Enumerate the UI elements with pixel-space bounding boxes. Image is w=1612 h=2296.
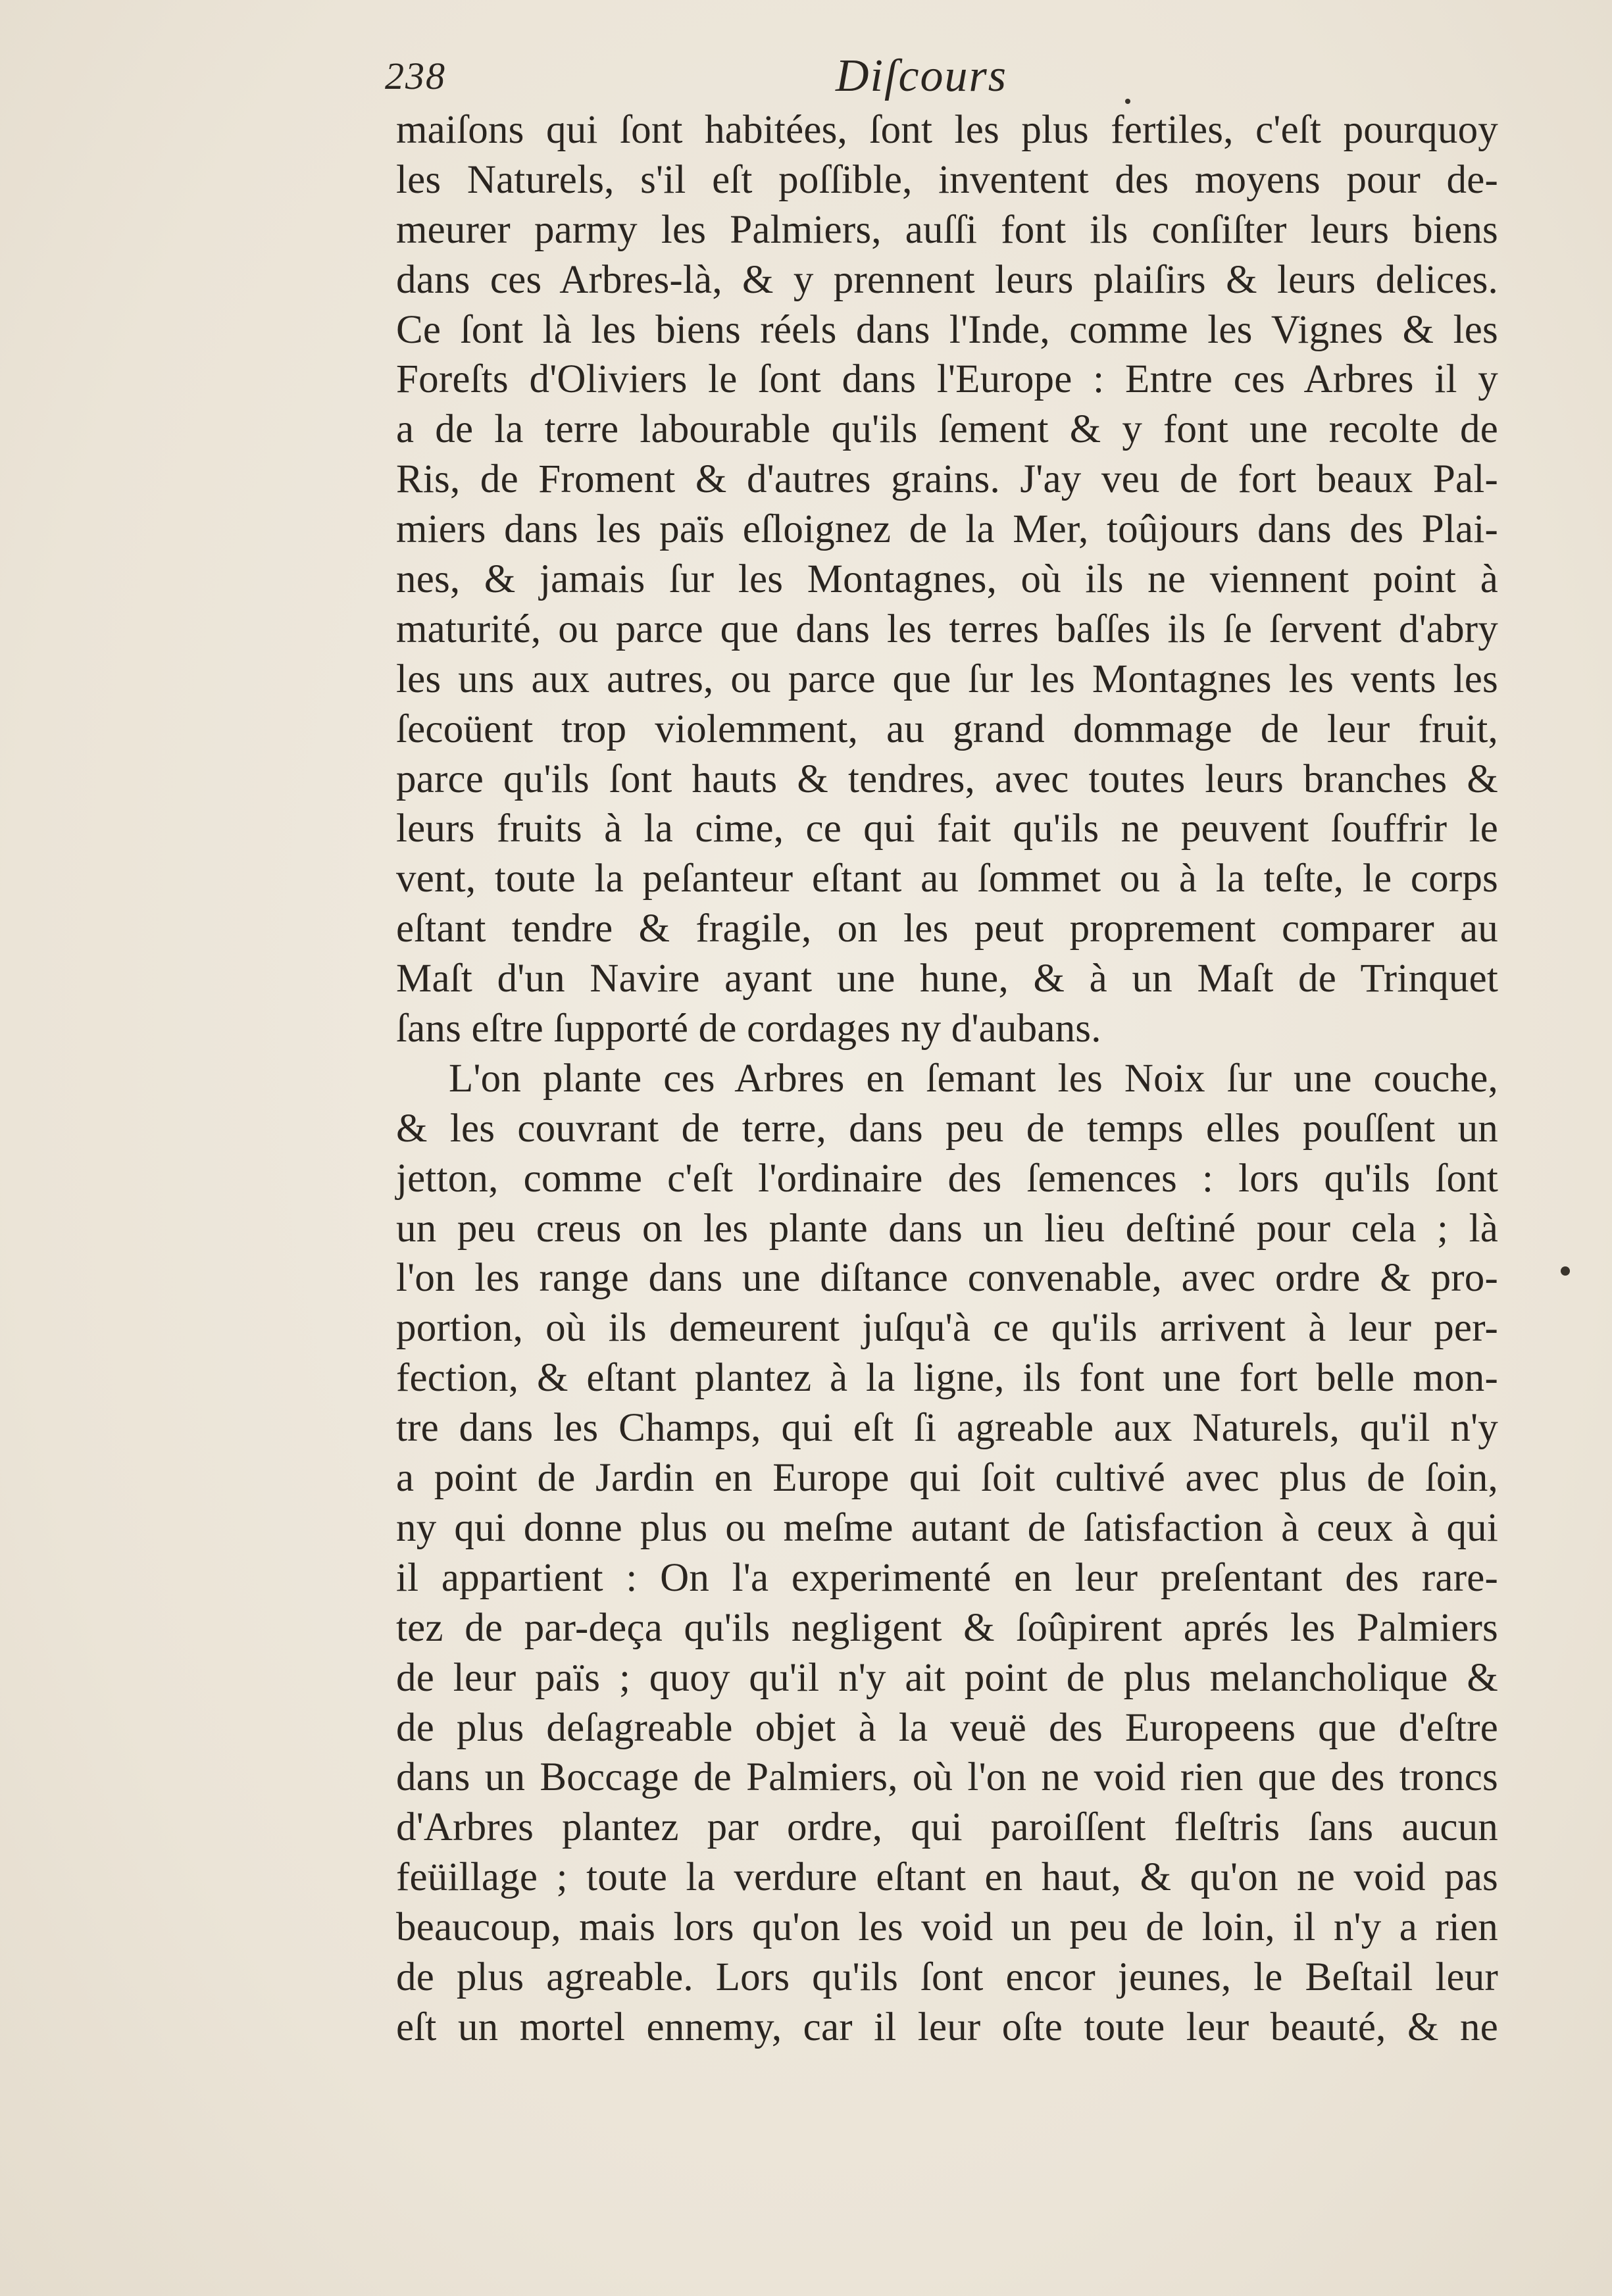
text-line: a de la terre labourable qu'ils ſement & y font une recolte de — [396, 407, 1498, 452]
paragraph-1 — [396, 105, 1498, 1054]
text-line: ny qui donne plus ou meſme autant de ſatisfaction à ceux à qui — [396, 1505, 1498, 1550]
text-line: meurer parmy les Palmiers, auſſi font ils conſiſter leurs biens — [396, 207, 1498, 252]
text-line: maturité, ou parce que dans les terres baſſes ils ſe ſervent d'abry — [396, 607, 1498, 651]
text-line: Ris, de Froment & d'autres grains. J'ay veu de fort beaux Pal- — [396, 457, 1498, 502]
text-line: de leur païs ; quoy qu'il n'y ait point de plus melancholique & — [396, 1655, 1498, 1700]
page-number: 238 — [385, 55, 446, 97]
text-line: ſans eſtre ſupporté de cordages ny d'aubans. — [396, 1007, 1101, 1051]
text-line: beaucoup, mais lors qu'on les void un peu de loin, il n'y a rien — [396, 1905, 1498, 1950]
text-line: les uns aux autres, ou parce que ſur les Montagnes les vents les — [396, 657, 1498, 701]
text-line: d'Arbres plantez par ordre, qui paroiſſent fleſtris ſans aucun — [396, 1805, 1498, 1850]
text-line: vent, toute la peſanteur eſtant au ſommet ou à la teſte, le corps — [396, 857, 1498, 901]
text-line: fection, & eſtant plantez à la ligne, ils font une fort belle mon- — [396, 1356, 1498, 1401]
text-line: L'on plante ces Arbres en ſemant les Noix ſur une couche, — [449, 1056, 1498, 1101]
page-header — [385, 51, 1503, 107]
text-line: il appartient : On l'a experimenté en leur preſentant des rare- — [396, 1555, 1498, 1600]
text-line: de plus deſagreable objet à la veuë des Europeens que d'eſtre — [396, 1705, 1498, 1750]
text-line: maiſons qui ſont habitées, ſont les plus fertiles, c'eſt pourquoy — [396, 108, 1498, 152]
text-line: a point de Jardin en Europe qui ſoit cultivé avec plus de ſoin, — [396, 1456, 1498, 1501]
text-line: miers dans les païs eſloignez de la Mer, toûjours dans des Plai- — [396, 507, 1498, 552]
ink-spot — [1561, 1266, 1570, 1276]
text-line: ſecoüent trop violemment, au grand dommage de leur fruit, — [396, 707, 1498, 751]
text-line: parce qu'ils ſont hauts & tendres, avec toutes leurs branches & — [396, 757, 1498, 801]
text-line: Ce ſont là les biens réels dans l'Inde, comme les Vignes & les — [396, 307, 1498, 352]
text-line: dans un Boccage de Palmiers, où l'on ne void rien que des troncs — [396, 1755, 1498, 1800]
text-line: leurs fruits à la cime, ce qui fait qu'ils ne peuvent ſouffrir le — [396, 807, 1498, 851]
running-title: Diſcours — [836, 51, 1007, 101]
text-line: tre dans les Champs, qui eſt ſi agreable aux Naturels, qu'il n'y — [396, 1406, 1498, 1451]
text-line: jetton, comme c'eſt l'ordinaire des ſemences : lors qu'ils ſont — [396, 1156, 1498, 1201]
text-line: Foreſts d'Oliviers le ſont dans l'Europe : Entre ces Arbres il y — [396, 357, 1498, 402]
text-line: les Naturels, s'il eſt poſſible, inventent des moyens pour de- — [396, 157, 1498, 202]
text-line: & les couvrant de terre, dans peu de temps elles pouſſent un — [396, 1106, 1498, 1151]
text-line: de plus agreable. Lors qu'ils ſont encor jeunes, le Beſtail leur — [396, 1955, 1498, 1999]
text-line: feüillage ; toute la verdure eſtant en haut, & qu'on ne void pas — [396, 1855, 1498, 1900]
text-line: portion, où ils demeurent juſqu'à ce qu'ils arrivent à leur per- — [396, 1306, 1498, 1351]
text-line: tez de par-deça qu'ils negligent & ſoûpirent aprés les Palmiers — [396, 1605, 1498, 1650]
paragraph-2 — [396, 1054, 1498, 2053]
text-line: eſtant tendre & fragile, on les peut proprement comparer au — [396, 907, 1498, 951]
text-line: un peu creus on les plante dans un lieu deſtiné pour cela ; là — [396, 1206, 1498, 1251]
text-line: Maſt d'un Navire ayant une hune, & à un Maſt de Trinquet — [396, 957, 1498, 1001]
body-text — [396, 105, 1498, 2053]
text-line: nes, & jamais ſur les Montagnes, où ils ne viennent point à — [396, 557, 1498, 602]
text-line: dans ces Arbres-là, & y prennent leurs plaiſirs & leurs delices. — [396, 257, 1498, 302]
ink-spot — [1125, 99, 1130, 104]
text-line: l'on les range dans une diſtance convenable, avec ordre & pro- — [396, 1256, 1498, 1301]
text-line: eſt un mortel ennemy, car il leur oſte toute leur beauté, & ne — [396, 2005, 1498, 2049]
